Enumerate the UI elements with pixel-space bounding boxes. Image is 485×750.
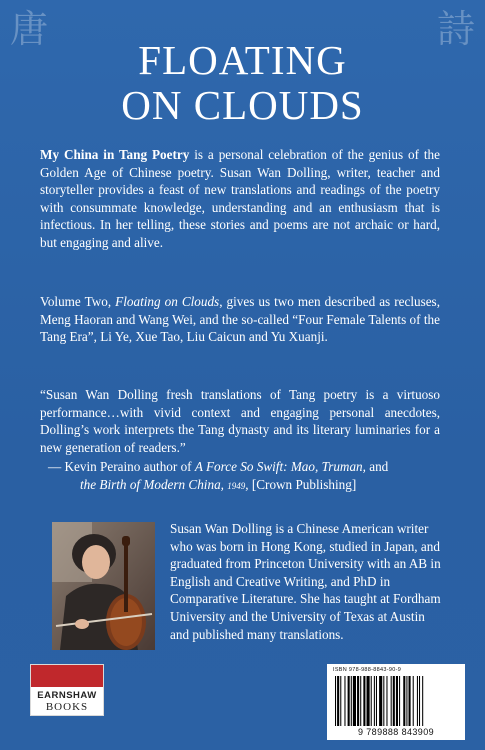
publisher-name-line-2: BOOKS <box>45 701 89 713</box>
logo-red-band <box>31 665 103 687</box>
publisher-name-line-1: EARNSHAW <box>37 690 97 701</box>
review-quote: “Susan Wan Dolling fresh translations of Tang poetry is a virtuoso performance…with vivid context and engaging personal anecdotes, Dolling’s work interprets the Tang dynasty and its literary luminaries for a new generation of readers.” <box>40 387 440 455</box>
isbn-barcode <box>327 664 465 740</box>
attribution-year: 1949 <box>227 480 246 491</box>
attribution-pre: — Kevin Peraino author of <box>48 459 195 474</box>
barcode-digits: 9 789888 843909 <box>357 727 435 737</box>
volume-title: Floating on Clouds <box>115 294 220 309</box>
decorative-character-tang: 唐 <box>10 7 49 51</box>
decorative-character-poetry: 詩 <box>436 7 475 51</box>
title-line-2: ON CLOUDS <box>121 82 364 128</box>
book-title <box>0 38 485 128</box>
attribution-book-2: the Birth of Modern China, <box>80 476 228 492</box>
author-portrait-image <box>52 522 155 650</box>
author-photo <box>52 522 155 650</box>
publisher-logo <box>30 664 104 716</box>
attribution-mid: and <box>365 459 389 474</box>
barcode-bars <box>335 676 457 726</box>
author-bio: Susan Wan Dolling is a Chinese American writer who was born in Hong Kong, studied in Japan, and graduated from Princeton University with an AB in English and Creative Writing, and PhD in Comparative Literature. She has taught at Fordham University and the University of Texas at Austin and published many translations. <box>170 521 441 642</box>
title-line-1: FLOATING <box>138 37 347 83</box>
volume-text: , gives us two men described as recluses, Meng Haoran and Wang Wei, and the so-called “Four Female Talents of the Tang Era”, Li Ye, Xue Tao, Liu Caicun and Yu Xuanji. <box>40 294 440 345</box>
quote-attribution <box>40 458 440 495</box>
attribution-book-1: A Force So Swift: Mao, Truman, <box>194 459 366 474</box>
volume-pre: Volume Two, <box>40 294 116 309</box>
volume-paragraph <box>40 293 440 346</box>
description-text: is a personal celebration of the genius of the Golden Age of Chinese poetry. Susan Wan Dolling, writer, teacher and storyteller provides a feast of new translations and readings of the poetry with consummate knowledge, understanding and an enthusiasm that is infectious. In her telling, these stories and poems are not archaic or hard, but engaging and alive. <box>40 147 440 250</box>
series-name: My China in Tang Poetry <box>40 147 190 162</box>
attribution-publisher: , [Crown Publishing] <box>245 476 357 492</box>
description-paragraph <box>40 146 440 252</box>
isbn-label: ISBN 978-988-8843-90-9 <box>333 667 402 673</box>
